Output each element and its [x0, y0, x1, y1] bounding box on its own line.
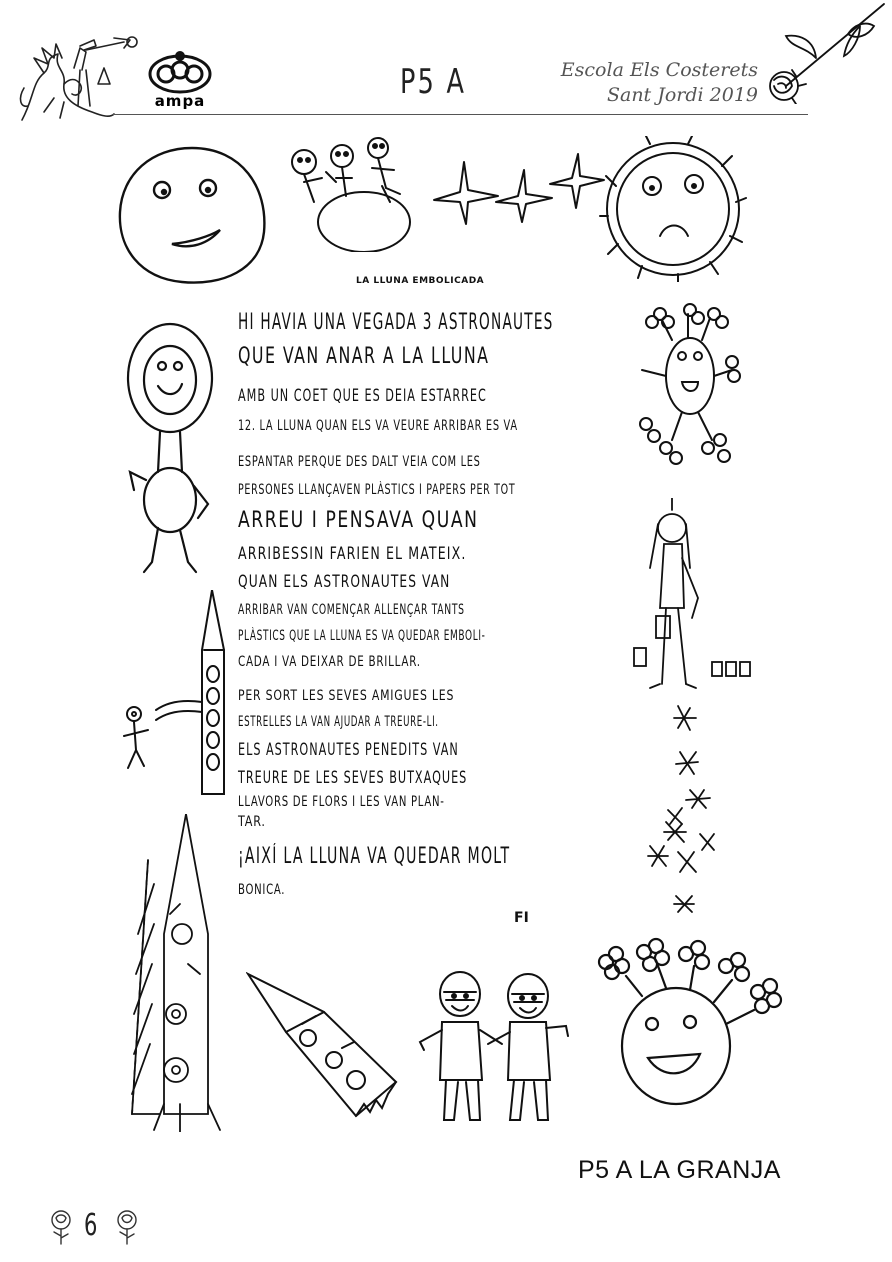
sant-jordi-dragon-icon [14, 28, 144, 128]
small-rose-icon [112, 1206, 142, 1246]
story-line: TAR. [238, 814, 266, 830]
header-divider [112, 114, 808, 115]
astronauts-on-moon-drawing [286, 132, 426, 252]
smiling-moon-drawing [112, 140, 272, 290]
story-line: PERSONES LLANÇAVEN PLÀSTICS I PAPERS PER TOT [238, 482, 516, 498]
page-header [0, 0, 892, 130]
story-line: QUAN ELS ASTRONAUTES VAN [238, 572, 451, 592]
story-line: ¡AIXÍ LA LLUNA VA QUEDAR MOLT [238, 844, 511, 869]
story-line: PER SORT LES SEVES AMIGUES LES [238, 688, 455, 704]
class-title: P5 A [400, 62, 467, 102]
story-line: QUE VAN ANAR A LA LLUNA [238, 344, 490, 369]
story-line: AMB UN COET QUE ES DEIA ESTARREC [238, 386, 487, 406]
story-line: CADA I VA DEIXAR DE BRILLAR. [238, 654, 421, 670]
ampa-logo [146, 48, 214, 112]
flying-rocket-drawing [246, 972, 410, 1120]
sad-moon-drawing [598, 136, 748, 282]
story-line: ARRIBAR VAN COMENÇAR ALLENÇAR TANTS [238, 602, 465, 618]
story-line: PLÀSTICS QUE LA LLUNA ES VA QUEDAR EMBOLI- [238, 628, 486, 644]
story-line: TREURE DE LES SEVES BUTXAQUES [238, 768, 468, 788]
rose-icon [756, 0, 892, 104]
page-number: 6 [84, 1208, 98, 1243]
story-line: ELS ASTRONAUTES PENEDITS VAN [238, 740, 459, 760]
flowered-moon-drawing [586, 936, 786, 1108]
school-name: Escola Els Costerets [560, 59, 758, 81]
ampa-emblem-icon [146, 48, 214, 94]
two-astronauts-drawing [416, 970, 576, 1126]
footer-caption: P5 A LA GRANJA [578, 1156, 781, 1184]
story-line: ESTRELLES LA VAN AJUDAR A TREURE-LI. [238, 714, 439, 730]
stars-drawing [428, 150, 608, 230]
story-title: LA LLUNA EMBOLICADA [356, 276, 485, 286]
person-with-bag-drawing [620, 498, 780, 696]
event-name: Sant Jordi 2019 [606, 84, 758, 106]
tall-rocket-drawing [124, 814, 224, 1132]
stars-scribble-drawing [640, 700, 730, 920]
story-line: 12. LA LLUNA QUAN ELS VA VEURE ARRIBAR ES VA [238, 418, 518, 434]
astronaut-drawing [118, 322, 230, 584]
story-line: ARREU I PENSAVA QUAN [238, 508, 479, 533]
school-block [548, 58, 758, 108]
story-line: HI HAVIA UNA VEGADA 3 ASTRONAUTES [238, 310, 554, 335]
rocket-with-astronaut-drawing [116, 590, 236, 800]
story-line: LLAVORS DE FLORS I LES VAN PLAN- [238, 794, 445, 810]
ampa-label: ampa [154, 92, 206, 110]
small-rose-icon [46, 1206, 76, 1246]
story-line: BONICA. [238, 882, 286, 898]
story-end: FI [514, 910, 529, 926]
flower-creature-drawing [632, 300, 742, 472]
story-line: ESPANTAR PERQUE DES DALT VEIA COM LES [238, 454, 481, 470]
story-line: ARRIBESSIN FARIEN EL MATEIX. [238, 544, 467, 564]
